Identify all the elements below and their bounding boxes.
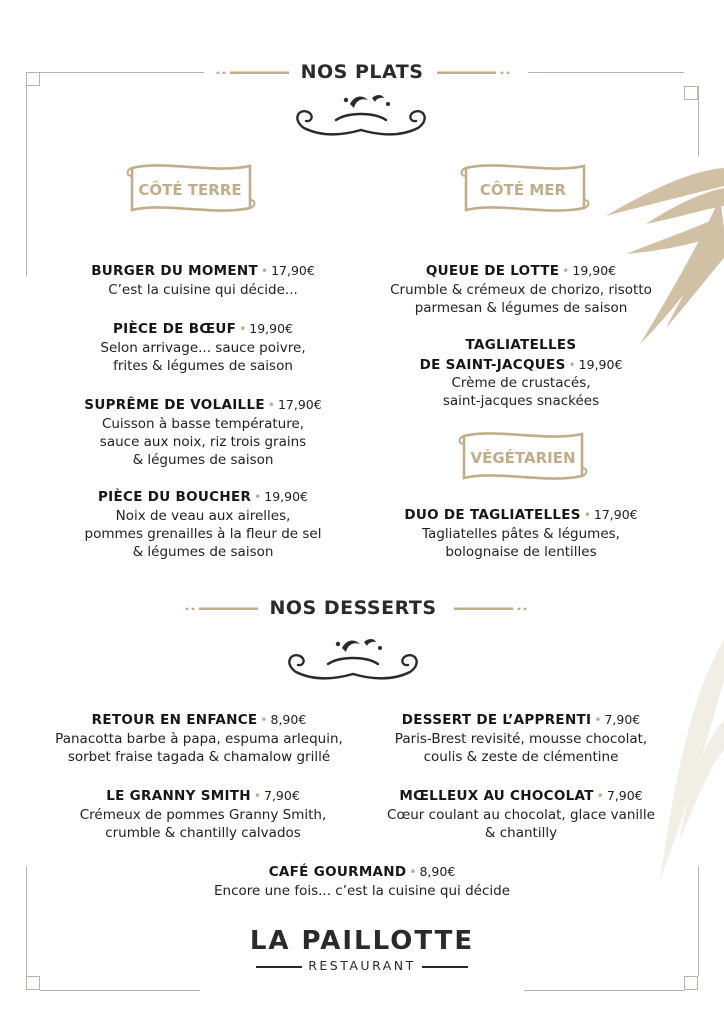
dessert-retour-enfance: RETOUR EN ENFANCE • 8,90€ Panacotta barbe à papa, espuma arlequin, sorbet fraise tagada & chamalow grillé bbox=[55, 712, 343, 765]
dish-desc: Cuisson à basse température, bbox=[101, 415, 305, 432]
brand-sub-line-right bbox=[422, 966, 468, 968]
dessert-price: 7,90€ bbox=[606, 788, 643, 803]
frame-bottom-right bbox=[524, 990, 684, 991]
dish-name: PIÈCE DE BŒUF bbox=[112, 321, 237, 337]
dessert-desc: & chantilly bbox=[484, 824, 558, 841]
dish-name-line1: TAGLIATELLES bbox=[465, 337, 577, 353]
dish-price: 19,90€ bbox=[249, 321, 294, 336]
title-rule-right bbox=[454, 606, 528, 610]
dish-desc: & légumes de saison bbox=[132, 543, 274, 560]
dish-desc: Crumble & crémeux de chorizo, risotto bbox=[390, 281, 652, 298]
dessert-price: 8,90€ bbox=[419, 864, 456, 879]
dish-name: BURGER DU MOMENT bbox=[91, 263, 258, 279]
dessert-price: 7,90€ bbox=[604, 712, 641, 727]
brand-name: LA PAILLOTTE bbox=[249, 926, 475, 956]
frame-corner-tr bbox=[684, 86, 698, 100]
dish-price: 19,90€ bbox=[264, 489, 309, 504]
dish-lotte: QUEUE DE LOTTE • 19,90€ Crumble & crémeux de chorizo, risotto parmesan & légumes de saison bbox=[390, 263, 652, 316]
dessert-desc: coulis & zeste de clémentine bbox=[423, 748, 619, 765]
plats-title: NOS PLATS bbox=[300, 61, 424, 83]
dish-desc: bolognaise de lentilles bbox=[445, 543, 597, 560]
dish-desc: frites & légumes de saison bbox=[113, 357, 293, 374]
dish-desc: Tagliatelles pâtes & légumes, bbox=[422, 525, 620, 542]
title-rule-right bbox=[437, 70, 511, 74]
dish-desc: Noix de veau aux airelles, bbox=[115, 507, 291, 524]
brand-logo bbox=[250, 926, 474, 956]
frame-left bbox=[26, 86, 27, 276]
dish-volaille: SUPRÊME DE VOLAILLE • 17,90€ Cuisson à basse température, sauce aux noix, riz trois grains & légumes de saison bbox=[84, 397, 322, 468]
dish-boucher: PIÈCE DU BOUCHER • 19,90€ Noix de veau aux airelles, pommes grenailles à la fleur de sel & légumes de saison bbox=[84, 489, 322, 560]
dessert-price: 7,90€ bbox=[264, 788, 300, 803]
dish-boeuf: PIÈCE DE BŒUF • 19,90€ Selon arrivage... sauce poivre, frites & légumes de saison bbox=[100, 321, 306, 374]
brand-sub: RESTAURANT bbox=[308, 958, 416, 973]
dessert-desc: sorbet fraise tagada & chamalow grillé bbox=[67, 748, 331, 765]
dessert-name: MŒLLEUX AU CHOCOLAT bbox=[399, 788, 594, 804]
dessert-name: DESSERT DE L’APPRENTI bbox=[401, 712, 592, 728]
dish-desc: C’est la cuisine qui décide... bbox=[108, 281, 298, 298]
frame-left-bottom bbox=[26, 866, 27, 976]
dessert-price: 8,90€ bbox=[270, 712, 307, 727]
dessert-name: RETOUR EN ENFANCE bbox=[91, 712, 258, 728]
dessert-desc: Paris-Brest revisité, mousse chocolat, bbox=[394, 730, 648, 747]
dessert-moelleux: MŒLLEUX AU CHOCOLAT • 7,90€ Cœur coulant au chocolat, glace vanille & chantilly bbox=[387, 788, 655, 841]
dish-desc: parmesan & légumes de saison bbox=[414, 299, 628, 316]
dish-price: 19,90€ bbox=[572, 263, 617, 278]
frame-right-bottom bbox=[698, 866, 699, 976]
dish-saint-jacques: TAGLIATELLES DE SAINT-JACQUES • 19,90€ Crème de crustacés, saint-jacques snackées bbox=[419, 337, 623, 409]
ornament-flourish-icon bbox=[290, 90, 432, 142]
title-rule-left bbox=[184, 606, 258, 610]
dish-name: DUO DE TAGLIATELLES bbox=[404, 507, 581, 523]
bamboo-leaf-icon bbox=[596, 158, 724, 348]
dish-price: 17,90€ bbox=[271, 263, 315, 278]
frame-top-left bbox=[40, 72, 204, 73]
title-rule-left bbox=[215, 70, 289, 74]
terre-label: CÔTÉ TERRE bbox=[138, 181, 242, 199]
dessert-desc: Crémeux de pommes Granny Smith, bbox=[79, 806, 327, 823]
desserts-title: NOS DESSERTS bbox=[269, 597, 437, 619]
dish-name: QUEUE DE LOTTE bbox=[425, 263, 560, 279]
dish-desc: Selon arrivage... sauce poivre, bbox=[100, 339, 306, 356]
dish-name: DE SAINT-JACQUES bbox=[419, 356, 566, 373]
frame-bottom-left bbox=[40, 990, 200, 991]
frame-corner-bl bbox=[26, 976, 40, 990]
dessert-apprenti: DESSERT DE L’APPRENTI • 7,90€ Paris-Brest revisité, mousse chocolat, coulis & zeste de clémentine bbox=[394, 712, 648, 765]
ornament-flourish-icon bbox=[282, 634, 424, 686]
vegetarien-label: VÉGÉTARIEN bbox=[470, 449, 576, 467]
frame-corner-br bbox=[684, 976, 698, 990]
frame-top-right bbox=[528, 72, 684, 73]
dish-desc: sauce aux noix, riz trois grains bbox=[99, 433, 307, 450]
dessert-desc: crumble & chantilly calvados bbox=[105, 824, 301, 841]
dessert-cafe-gourmand: CAFÉ GOURMAND • 8,90€ Encore une fois... c’est la cuisine qui décide bbox=[214, 864, 510, 899]
dish-burger: BURGER DU MOMENT • 17,90€ C’est la cuisine qui décide... bbox=[91, 263, 315, 298]
brand-sub-line-left bbox=[256, 966, 302, 968]
dish-duo-tagliatelles: DUO DE TAGLIATELLES • 17,90€ Tagliatelles pâtes & légumes, bolognaise de lentilles bbox=[404, 507, 638, 560]
dish-price: 17,90€ bbox=[277, 397, 322, 412]
dessert-name: CAFÉ GOURMAND bbox=[268, 864, 407, 880]
mer-label: CÔTÉ MER bbox=[479, 181, 567, 199]
dish-price: 17,90€ bbox=[593, 507, 638, 522]
dish-desc: pommes grenailles à la fleur de sel bbox=[84, 525, 322, 542]
dish-desc: saint-jacques snackées bbox=[442, 393, 600, 409]
frame-corner-tl bbox=[26, 72, 40, 86]
dish-price: 19,90€ bbox=[578, 356, 623, 372]
dish-desc: Crème de crustacés, bbox=[451, 375, 591, 391]
dish-name: PIÈCE DU BOUCHER bbox=[97, 489, 252, 505]
dessert-name: LE GRANNY SMITH bbox=[106, 788, 251, 804]
dish-desc: & légumes de saison bbox=[132, 451, 274, 468]
dish-name: SUPRÊME DE VOLAILLE bbox=[84, 397, 265, 413]
frame-right bbox=[698, 86, 699, 156]
dessert-desc: Cœur coulant au chocolat, glace vanille bbox=[387, 806, 655, 823]
dessert-desc: Panacotta barbe à papa, espuma arlequin, bbox=[55, 730, 343, 747]
dessert-desc: Encore une fois... c’est la cuisine qui décide bbox=[214, 882, 510, 899]
dessert-granny-smith: LE GRANNY SMITH • 7,90€ Crémeux de pommes Granny Smith, crumble & chantilly calvados bbox=[79, 788, 327, 841]
